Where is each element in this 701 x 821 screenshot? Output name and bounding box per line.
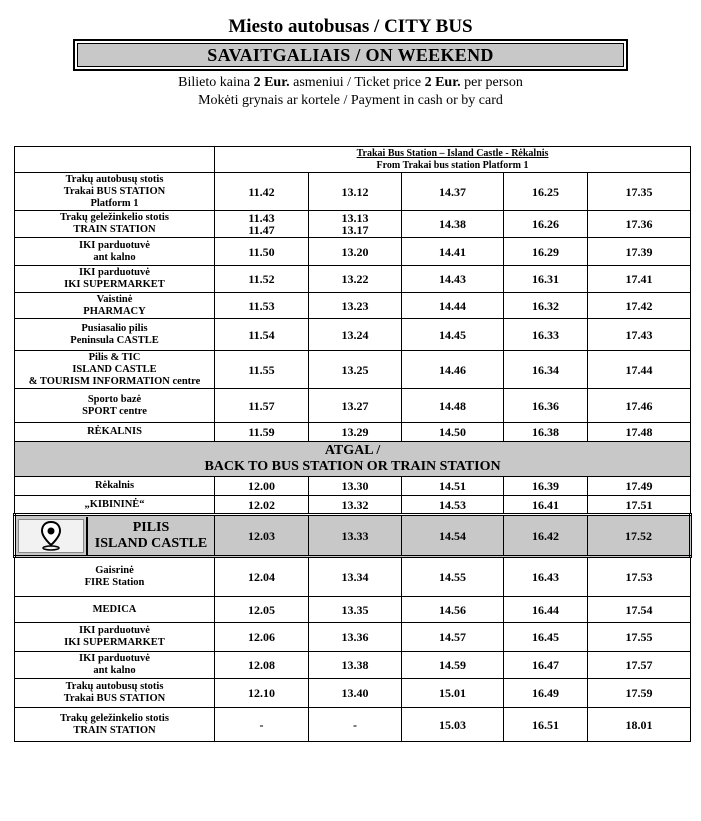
stop-name [15,351,215,389]
return-header-line: ATGAL / [324,443,381,458]
stop-name-line: Rėkalnis [94,480,135,491]
stop-name-line: Sporto bazė [87,393,142,405]
departure-time [588,319,691,351]
departure-time [215,477,309,496]
timetable-row [15,238,691,266]
castle-name-line: ISLAND CASTLE [94,535,208,551]
departure-time-value: 13.13 [341,211,369,225]
stop-name [15,477,215,496]
departure-time-value: 17.46 [625,398,653,413]
departure-time [309,708,402,742]
departure-time [215,238,309,266]
departure-time-value: 17.51 [625,497,653,512]
stop-name-line: RĖKALNIS [87,426,142,437]
departure-time-value: 13.29 [341,425,369,439]
departure-time-value: 17.48 [625,425,653,439]
departure-time [309,211,402,238]
departure-time [215,389,309,423]
departure-time-value: 16.45 [532,630,559,644]
departure-time-value: 13.35 [341,602,369,617]
departure-time-value: 11.52 [248,272,275,286]
stop-name-line: IKI parduotuvė [79,239,150,251]
timetable-row [15,423,691,442]
stop-name [15,211,215,238]
castle-name-box [86,517,214,555]
departure-time [588,623,691,652]
departure-time [588,679,691,708]
stop-name [15,173,215,211]
departure-time-value: 17.39 [625,244,653,259]
departure-time-value: 16.38 [532,425,559,439]
departure-time [215,597,309,623]
departure-time [504,173,588,211]
departure-time [588,351,691,389]
departure-time [588,293,691,319]
departure-time-value: 17.44 [625,362,653,377]
departure-time-value: 13.24 [341,327,369,342]
stop-name-line: „KIBININĖ“ [84,498,145,510]
departure-time [215,652,309,679]
stop-name-line: Pilis & TIC [88,351,141,363]
departure-time: 12.03 [215,515,309,557]
departure-time [309,623,402,652]
departure-time-value: 16.51 [532,717,559,732]
stop-name-line: Trakų geležinkelio stotis [60,212,169,223]
departure-time [215,319,309,351]
departure-time [504,679,588,708]
stop-name [15,293,215,319]
timetable-row [15,266,691,293]
timetable-row [15,173,691,211]
departure-time-value: 16.43 [532,570,559,584]
stop-name-line: PHARMACY [83,305,146,317]
departure-time [309,423,402,442]
departure-time-value: 16.36 [532,398,559,413]
timetable-row [15,679,691,708]
departure-time [504,423,588,442]
departure-time-value: 15.03 [439,717,466,732]
departure-time [309,293,402,319]
departure-time [402,623,504,652]
timetable-row [15,597,691,623]
departure-time-value: 14.38 [439,217,466,231]
departure-time [309,679,402,708]
map-pin-icon [18,519,84,553]
stop-name [15,319,215,351]
departure-time-value: 16.32 [532,298,559,313]
weekend-banner [73,39,628,71]
departure-time [215,173,309,211]
departure-time [504,557,588,597]
departure-time-value: 12.02 [248,497,275,512]
stop-name-line: TRAIN STATION [73,224,156,235]
departure-time-value: 16.49 [532,686,559,700]
stop-name-line: IKI parduotuvė [79,267,150,278]
castle-stop [15,515,215,557]
departure-time [215,293,309,319]
departure-time-value: 12.04 [248,570,275,584]
departure-time-value: 14.55 [439,570,466,584]
departure-time [588,266,691,293]
timetable-row [15,623,691,652]
departure-time [588,597,691,623]
departure-time [588,211,691,238]
timetable-row [15,293,691,319]
timetable-row [15,557,691,597]
departure-time [504,477,588,496]
stop-name-line: Trakai BUS STATION [63,185,166,197]
route-header-row [15,147,691,173]
departure-time [504,351,588,389]
departure-time-value: 17.49 [625,479,653,493]
stop-name-line: Pusiasalio pilis [81,322,148,334]
timetable-row [15,496,691,515]
stop-name [15,266,215,293]
departure-time-value: 11.50 [248,244,275,259]
departure-time-value: 14.37 [439,184,466,199]
departure-time-value: 17.53 [625,570,653,584]
departure-time [504,623,588,652]
departure-time-value: 17.36 [625,217,653,231]
departure-time-value: 14.48 [439,398,466,413]
stop-name [15,238,215,266]
departure-time [402,238,504,266]
departure-time [504,708,588,742]
departure-time-value: 16.31 [532,272,559,286]
stop-name [15,679,215,708]
stop-name-line: Platform 1 [90,197,139,209]
departure-time-value: 11.55 [248,362,275,377]
departure-time-value: 16.29 [532,244,559,259]
departure-time [588,708,691,742]
weekend-banner-label: SAVAITGALIAIS / ON WEEKEND [77,43,624,67]
departure-time [402,708,504,742]
departure-time-value: 13.22 [341,272,369,286]
departure-time-value: 14.46 [439,362,466,377]
departure-time [402,652,504,679]
departure-time-value: 14.44 [439,298,466,313]
departure-time-value: 14.59 [439,658,466,672]
departure-time [588,557,691,597]
stop-name-line: IKI parduotuvė [79,625,150,636]
departure-time: 14.54 [402,515,504,557]
departure-time-value: 16.34 [532,362,559,377]
departure-time-value: 14.50 [439,425,466,439]
departure-time-value: 14.43 [439,272,466,286]
departure-time [309,238,402,266]
timetable-row [15,477,691,496]
return-header [15,442,691,477]
stop-name-line: FIRE Station [84,577,145,588]
departure-time [588,477,691,496]
stop-name [15,557,215,597]
timetable-row [15,211,691,238]
departure-time-value: 15.01 [439,686,466,700]
departure-time-value: 13.25 [341,362,369,377]
departure-time-value: 13.12 [341,184,369,199]
stop-name-line: MEDICA [92,603,137,615]
departure-time-value: 17.43 [625,327,653,342]
departure-time [309,351,402,389]
departure-time: 17.52 [588,515,691,557]
departure-time-value: 12.08 [248,658,275,672]
departure-time-value: 16.25 [532,184,559,199]
departure-time [215,679,309,708]
departure-time-value: 13.20 [341,244,369,259]
departure-time-value: 16.26 [532,217,559,231]
departure-time [215,557,309,597]
departure-time [309,597,402,623]
departure-time-value: 11.43 [248,211,275,225]
stop-name-line: ant kalno [93,665,136,676]
payment-info: Mokėti grynais ar kortele / Payment in cash or by card [198,93,503,108]
return-header-row [15,442,691,477]
stop-name-line: Peninsula CASTLE [70,334,159,346]
departure-time-value: 17.59 [625,686,653,700]
departure-time-value: 17.55 [625,630,653,644]
route-name: Trakai Bus Station – Island Castle - Rėkalnis [356,147,549,159]
departure-time-value: 16.33 [532,327,559,342]
stop-name-line: Trakų autobusų stotis [65,681,164,692]
departure-time [309,266,402,293]
departure-time [588,496,691,515]
stop-name [15,708,215,742]
timetable-row [15,708,691,742]
stop-name-line: SPORT centre [82,405,147,417]
departure-time [215,708,309,742]
departure-time-value: 14.45 [439,327,466,342]
departure-time [402,211,504,238]
departure-time-value: 18.01 [625,717,653,732]
departure-time-value: 13.27 [341,398,369,413]
departure-time [402,173,504,211]
departure-time [402,477,504,496]
departure-time [215,423,309,442]
departure-time-value: 16.44 [532,602,559,617]
departure-time [309,652,402,679]
departure-time [504,496,588,515]
departure-time-value: 12.10 [248,686,275,700]
stop-name-line: Gaisrinė [95,565,134,576]
departure-time-value: 12.06 [248,630,275,644]
departure-time-value: 14.41 [439,244,466,259]
departure-time [504,211,588,238]
departure-time-value: 11.54 [248,327,275,342]
departure-time [402,679,504,708]
stop-name [15,652,215,679]
castle-name-line: PILIS [132,519,170,535]
stop-name-line: ant kalno [93,251,136,263]
departure-time [309,173,402,211]
timetable-row [15,652,691,679]
stop-name-line: IKI SUPERMARKET [64,637,165,648]
departure-time-value: 13.32 [341,497,369,512]
departure-time [504,293,588,319]
departure-time-value: - [259,717,264,732]
departure-time [588,389,691,423]
departure-time-value: 17.42 [625,298,653,313]
departure-time-value: 11.42 [248,184,275,199]
departure-time-value: 11.53 [248,298,275,313]
departure-time [588,173,691,211]
route-header [215,147,691,173]
departure-time-value: 14.53 [439,497,466,512]
departure-time [215,351,309,389]
stop-name-line: ISLAND CASTLE [72,363,157,375]
stop-name-line: Trakai BUS STATION [63,693,166,704]
stop-name [15,623,215,652]
departure-time-value: 11.47 [248,223,275,237]
departure-time-value: 13.17 [341,223,369,237]
departure-time-value: 17.54 [625,602,653,617]
castle-row [15,515,691,557]
departure-time [504,389,588,423]
departure-time [588,238,691,266]
departure-time-value: 13.38 [341,658,369,672]
departure-time-value: 17.57 [625,658,653,672]
stop-name-line: IKI parduotuvė [79,653,150,664]
departure-time-value: 12.00 [248,479,275,493]
departure-time-value: 14.56 [439,602,466,617]
departure-time [309,477,402,496]
departure-time [504,238,588,266]
departure-time [215,496,309,515]
timetable-row [15,389,691,423]
timetable-row [15,351,691,389]
stop-name [15,496,215,515]
departure-time-value: 11.57 [248,398,275,413]
departure-time [402,496,504,515]
departure-time [402,293,504,319]
departure-time [504,597,588,623]
timetable [13,146,692,742]
departure-time [215,211,309,238]
departure-time-value: 17.35 [625,184,653,199]
timetable-row [15,319,691,351]
departure-time-value: 13.34 [341,570,369,584]
departure-time-value: 11.59 [248,425,275,439]
departure-time: 13.33 [309,515,402,557]
stop-name-line: & TOURISM INFORMATION centre [28,375,201,387]
stop-name-line: Trakų autobusų stotis [65,173,164,185]
return-header-line: BACK TO BUS STATION OR TRAIN STATION [204,459,501,474]
departure-time [215,266,309,293]
stop-name [15,423,215,442]
departure-time [309,496,402,515]
departure-time [504,652,588,679]
departure-time [402,266,504,293]
departure-time [504,266,588,293]
stop-name-line: Trakų geležinkelio stotis [60,712,169,724]
departure-time [504,319,588,351]
departure-time [402,351,504,389]
departure-time-value: 14.51 [439,479,466,493]
departure-time [588,652,691,679]
departure-time-value: 16.47 [532,658,559,672]
departure-time [402,597,504,623]
stop-name-line: Vaistinė [96,293,133,305]
departure-time-value: 13.40 [341,686,369,700]
departure-time [402,319,504,351]
departure-time-value: - [353,717,357,732]
castle-stop-inner [16,517,214,555]
stop-name [15,389,215,423]
departure-time [309,557,402,597]
stop-name-line: TRAIN STATION [73,724,156,736]
departure-time-value: 17.41 [625,272,653,286]
departure-time [402,557,504,597]
route-header-blank [15,147,215,173]
departure-time [402,389,504,423]
departure-time [588,423,691,442]
departure-time [215,623,309,652]
departure-time-value: 12.05 [248,602,275,617]
stop-name-line: IKI SUPERMARKET [64,279,165,290]
departure-time [309,319,402,351]
stop-name [15,597,215,623]
route-origin: From Trakai bus station Platform 1 [376,159,529,171]
departure-time-value: 16.41 [532,497,559,512]
departure-time-value: 13.36 [341,630,369,644]
page-title: Miesto autobusas / CITY BUS [228,16,473,37]
departure-time [309,389,402,423]
departure-time-value: 13.23 [341,298,369,313]
departure-time [402,423,504,442]
departure-time-value: 13.30 [341,479,369,493]
departure-time-value: 16.39 [532,479,559,493]
departure-time: 16.42 [504,515,588,557]
ticket-price: Bilieto kaina 2 Eur. asmeniui / Ticket price 2 Eur. per person [178,75,523,90]
departure-time-value: 14.57 [439,630,466,644]
